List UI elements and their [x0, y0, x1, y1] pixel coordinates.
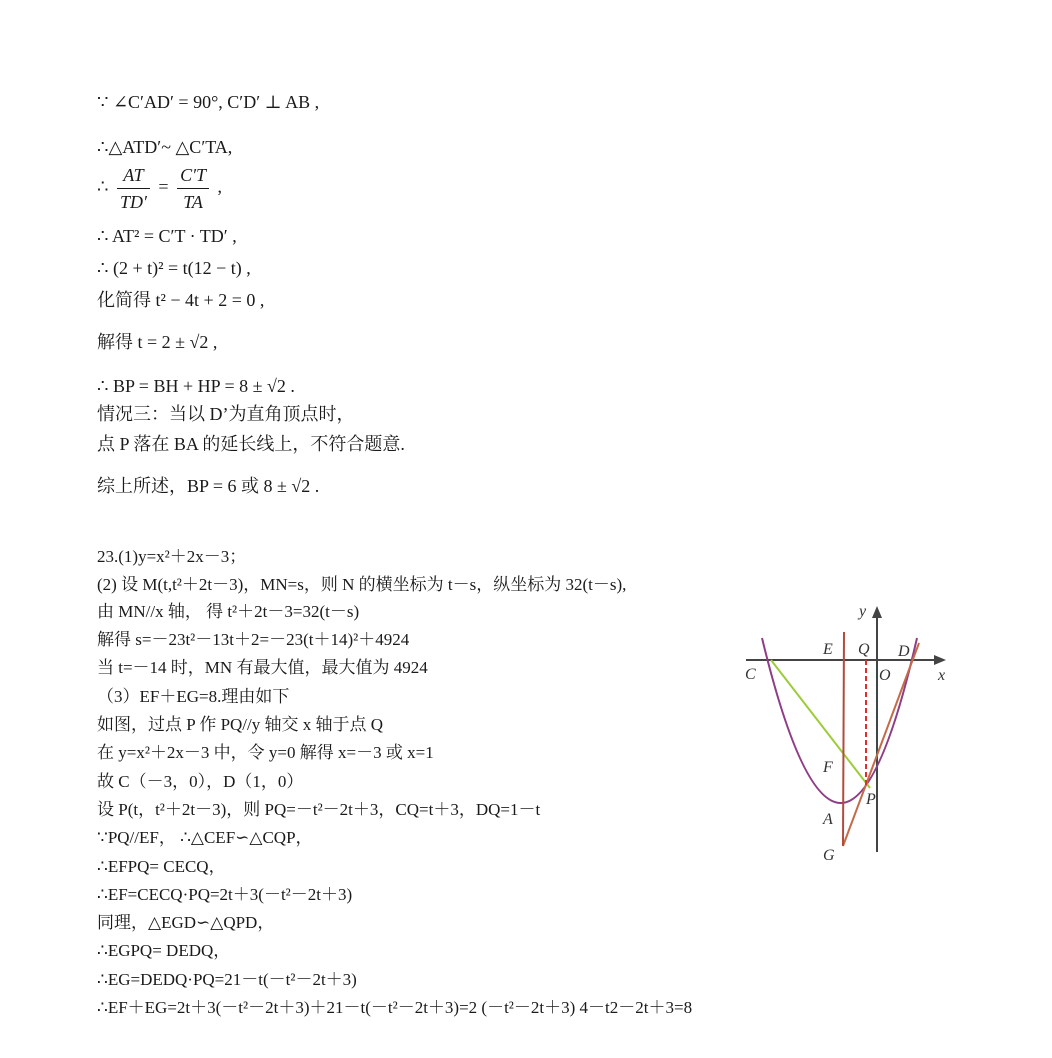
fraction-right — [177, 162, 209, 215]
fraction-right-numerator: C′T — [177, 162, 209, 189]
line-2-17: ∴EF＋EG=2t＋3(－t²－2t＋3)＋21－t(－t²－2t＋3)=2 (－t²－2t＋3) 4－t2－2t＋3=8 — [97, 998, 693, 1017]
line-e-g — [843, 632, 844, 846]
line-1-1: ∵ ∠C′AD′ = 90°, C′D′ ⊥ AB , — [97, 92, 320, 112]
line-2-11: ∵PQ//EF， ∴△CEF∽△CQP， — [97, 828, 313, 847]
line-2-1: 23.(1)y=x²＋2x－3； — [97, 547, 247, 566]
label-d: D — [898, 643, 910, 660]
line-2-15: ∴EGPQ= DEDQ， — [97, 941, 231, 960]
line-2-2: (2) 设 M(t,t²＋2t－3)，MN=s，则 N 的横坐标为 t－s，纵坐标为 32(t－s), — [97, 575, 627, 594]
label-c: C — [745, 666, 756, 683]
line-1-4: ∴ AT² = C′T · TD′ , — [97, 226, 237, 246]
line-2-3: 由 MN//x 轴， 得 t²＋2t－3=32(t－s) — [97, 602, 360, 621]
line-1-8: ∴ BP = BH + HP = 8 ± √2 . — [97, 376, 295, 396]
line-2-12: ∴EFPQ= CECQ， — [97, 857, 226, 876]
line-2-16: ∴EG=DEDQ·PQ=21－t(－t²－2t＋3) — [97, 970, 357, 989]
fraction-equals: = — [158, 176, 169, 197]
fraction-prefix: ∴ — [97, 176, 109, 197]
line-1-11: 综上所述，BP = 6 或 8 ± √2 . — [97, 476, 320, 496]
label-a: A — [823, 811, 833, 828]
label-g: G — [823, 847, 835, 864]
line-2-9: 故 C（－3，0），D（1，0） — [97, 772, 304, 791]
fraction-left-denominator: TD′ — [119, 192, 147, 212]
line-2-10: 设 P(t，t²＋2t－3)，则 PQ=－t²－2t＋3，CQ=t＋3，DQ=1－t — [97, 800, 541, 819]
line-1-2: ∴△ATD′~ △C′TA, — [97, 137, 233, 157]
line-1-5: ∴ (2 + t)² = t(12 − t) , — [97, 258, 251, 278]
line-1-9: 情况三：当以 D’为直角顶点时， — [97, 404, 355, 424]
line-2-14: 同理，△EGD∽△QPD， — [97, 913, 275, 932]
label-y: y — [859, 603, 867, 620]
label-q: Q — [858, 641, 870, 658]
label-e: E — [823, 641, 833, 658]
parabola-curve — [762, 638, 917, 803]
label-p: P — [866, 791, 876, 808]
fraction-line — [97, 162, 222, 215]
line-2-13: ∴EF=CECQ·PQ=2t＋3(－t²－2t＋3) — [97, 885, 353, 904]
line-1-7: 解得 t = 2 ± √2 , — [97, 332, 218, 352]
fraction-left — [117, 162, 150, 215]
label-f: F — [823, 759, 833, 776]
x-axis-arrow — [934, 655, 946, 665]
line-2-4: 解得 s=－23t²－13t＋2=－23(t＋14)²＋4924 — [97, 630, 410, 649]
label-x: x — [938, 667, 946, 684]
line-2-5: 当 t=－14 时，MN 有最大值，最大值为 4924 — [97, 658, 428, 677]
y-axis-arrow — [872, 606, 882, 618]
fraction-right-denominator: TA — [183, 192, 203, 212]
fraction-left-numerator: AT — [117, 162, 150, 189]
line-1-10: 点 P 落在 BA 的延长线上，不符合题意. — [97, 434, 405, 454]
parabola-figure — [742, 598, 954, 870]
fraction-suffix: , — [217, 176, 223, 197]
line-2-8: 在 y=x²＋2x－3 中，令 y=0 解得 x=－3 或 x=1 — [97, 743, 434, 762]
line-2-7: 如图，过点 P 作 PQ//y 轴交 x 轴于点 Q — [97, 715, 384, 734]
label-o: O — [879, 667, 891, 684]
line-1-6: 化简得 t² − 4t + 2 = 0 , — [97, 290, 265, 310]
line-2-6: （3）EF＋EG=8.理由如下 — [97, 687, 290, 706]
